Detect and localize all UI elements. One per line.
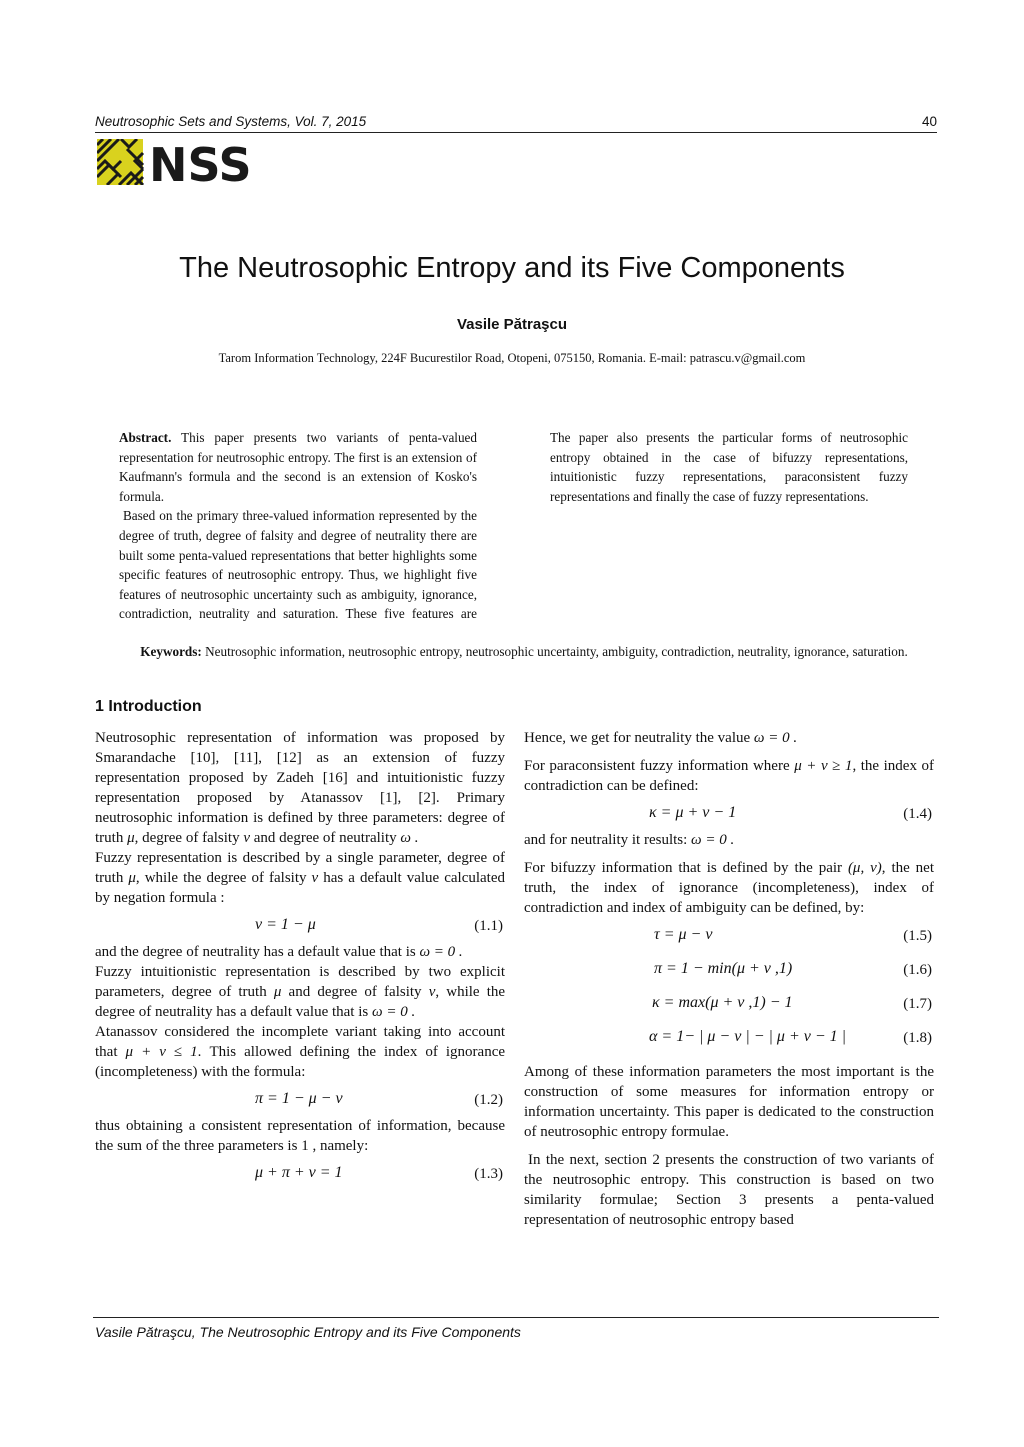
abstract-column-left xyxy=(119,428,477,624)
mu-symbol: μ xyxy=(127,830,135,846)
paper-title: The Neutrosophic Entropy and its Five Components xyxy=(179,252,845,284)
mu-nu-pair: (μ, ν) xyxy=(847,860,882,876)
abstract-paragraph-2: Based on the primary three-valued information represented by the degree of truth, degree of falsity and degree of neutrality there are built some penta-valued representations that better highlights some specific features of neutrosophic entropy. Thus, we highlight five features of neutrosophic uncertainty such as ambiguity, ignorance, contradiction, neutrality and saturation. These five features are xyxy=(119,508,477,622)
equation-expression: α = 1− | μ − ν | − | μ + ν − 1 | xyxy=(649,1028,847,1045)
intro-paragraph-4: Fuzzy intuitionistic representation is described by two explicit parameters, degree of truth μ and degree of falsity ν, while the degree of neutrality has a default value that is ω = 0 . xyxy=(95,964,506,1020)
header-rule xyxy=(95,132,937,133)
intro-paragraph-r1: Hence, we get for neutrality the value ω = 0 . xyxy=(524,730,798,746)
equation-expression: π = 1 − min(μ + ν ,1) xyxy=(654,960,793,977)
equation-number: (1.2) xyxy=(474,1092,503,1108)
body-column-right xyxy=(524,728,934,1230)
intro-paragraph-3: and the degree of neutrality has a default value that is ω = 0 . xyxy=(95,944,463,960)
mu-symbol: μ xyxy=(273,984,282,1000)
intro-paragraph-r2: For paraconsistent fuzzy information where μ + ν ≥ 1, the index of contradiction can be defined: xyxy=(524,758,934,794)
keywords-label: Keywords: xyxy=(140,644,202,659)
equation-number: (1.4) xyxy=(903,806,932,822)
equation-expression: τ = μ − ν xyxy=(654,926,713,943)
intro-paragraph-1: Neutrosophic representation of information was proposed by Smarandache [10], [11], [12] as an extension of fuzzy representation proposed by Zadeh [16] and intuitionistic fuzzy representation proposed by Atanassov [1], [2]. Primary neutrosophic information is defined by three parameters: degree of truth μ, degree of falsity ν and degree of neutrality ω . xyxy=(95,730,505,846)
equation-expression: ν = 1 − μ xyxy=(255,916,316,933)
omega-zero: ω = 0 . xyxy=(753,730,798,746)
abstract-paragraph-1 xyxy=(119,428,477,506)
equation-1-6 xyxy=(524,952,934,986)
section-heading: 1 Introduction xyxy=(95,698,202,715)
equation-expression: π = 1 − μ − ν xyxy=(255,1090,343,1107)
inline-condition: μ + ν ≥ 1 xyxy=(794,758,853,774)
equation-1-3 xyxy=(95,1156,505,1190)
omega-zero: ω = 0 . xyxy=(419,944,463,960)
footer-rule xyxy=(93,1317,939,1318)
intro-paragraph-6: thus obtaining a consistent representation of information, because the sum of the three parameters is 1 , namely: xyxy=(95,1118,505,1154)
omega-zero: ω = 0 . xyxy=(691,832,735,848)
inline-condition: μ + ν ≤ 1 xyxy=(125,1044,198,1060)
equation-number: (1.6) xyxy=(903,962,932,978)
omega-symbol: ω . xyxy=(400,830,419,846)
nu-symbol: ν xyxy=(428,984,436,1000)
body-column-left xyxy=(95,728,505,1190)
intro-paragraph-r6: In the next, section 2 presents the construction of two variants of the neutrosophic entropy. This construction is based on two similarity formulae; Section 3 presents a penta-valued representation of neutrosophic entropy based xyxy=(524,1152,934,1228)
nu-symbol: ν xyxy=(243,830,251,846)
equation-expression: κ = μ + ν − 1 xyxy=(649,804,737,821)
intro-paragraph-2: Fuzzy representation is described by a single parameter, degree of truth μ, while the degree of falsity ν has a default value calculated by negation formula : xyxy=(95,850,506,906)
equation-1-1 xyxy=(95,908,505,942)
nu-symbol: ν xyxy=(311,870,319,886)
equation-expression: κ = max(μ + ν ,1) − 1 xyxy=(652,994,793,1011)
equation-number: (1.1) xyxy=(474,918,503,934)
equation-1-7 xyxy=(524,986,934,1020)
keywords xyxy=(118,643,930,661)
mu-symbol: μ xyxy=(128,870,136,886)
equation-1-8 xyxy=(524,1020,934,1054)
equation-number: (1.3) xyxy=(474,1166,503,1182)
nss-logo xyxy=(97,139,277,185)
intro-paragraph-r5: Among of these information parameters the most important is the construction of some measures for information entropy or information uncertainty. This paper is dedicated to the construction of neutrosophic entropy formulae. xyxy=(524,1064,934,1140)
page-number: 40 xyxy=(921,114,937,129)
equation-number: (1.7) xyxy=(903,996,932,1012)
equation-1-5 xyxy=(524,918,934,952)
abstract-text-1: This paper presents two variants of penta-valued representation for neutrosophic entropy. The first is an extension of Kaufmann's formula and the second is an extension of Kosko's formula. xyxy=(119,430,478,504)
omega-zero: ω = 0 . xyxy=(371,1004,416,1020)
abstract-paragraph-3: The paper also presents the particular forms of neutrosophic entropy obtained in the case of bifuzzy representations, intuitionistic fuzzy representations, paraconsistent fuzzy representations and finally the case of fuzzy representations. xyxy=(550,430,908,504)
abstract-column-right xyxy=(550,428,908,506)
footer-citation: Vasile Pătraşcu, The Neutrosophic Entropy and its Five Components xyxy=(95,1324,521,1340)
equation-1-4 xyxy=(524,796,934,830)
running-head xyxy=(95,114,937,129)
nss-logo-graphic xyxy=(97,139,277,185)
abstract-label: Abstract. xyxy=(119,430,172,445)
intro-paragraph-r3: and for neutrality it results: ω = 0 . xyxy=(524,832,735,848)
equation-number: (1.5) xyxy=(903,928,932,944)
intro-paragraph-r4: For bifuzzy information that is defined by the pair (μ, ν), the net truth, the index of ignorance (incompleteness), index of contradiction and index of ambiguity can be defined, by: xyxy=(524,860,934,916)
intro-paragraph-5: Atanassov considered the incomplete variant taking into account that μ + ν ≤ 1. This allowed defining the index of ignorance (incompleteness) with the formula: xyxy=(95,1024,506,1080)
keywords-text: Neutrosophic information, neutrosophic entropy, neutrosophic uncertainty, ambiguity, contradiction, neutrality, ignorance, saturation. xyxy=(205,644,908,659)
equation-expression: μ + π + ν = 1 xyxy=(255,1164,343,1181)
logo-text: NSS xyxy=(149,139,252,185)
equation-number: (1.8) xyxy=(903,1030,932,1046)
affiliation: Tarom Information Technology, 224F Bucurestilor Road, Otopeni, 075150, Romania. E-mail: patrascu.v@gmail.com xyxy=(218,351,806,365)
author-name: Vasile Pătraşcu xyxy=(456,316,568,333)
journal-name: Neutrosophic Sets and Systems, Vol. 7, 2015 xyxy=(95,114,367,129)
equation-1-2 xyxy=(95,1082,505,1116)
